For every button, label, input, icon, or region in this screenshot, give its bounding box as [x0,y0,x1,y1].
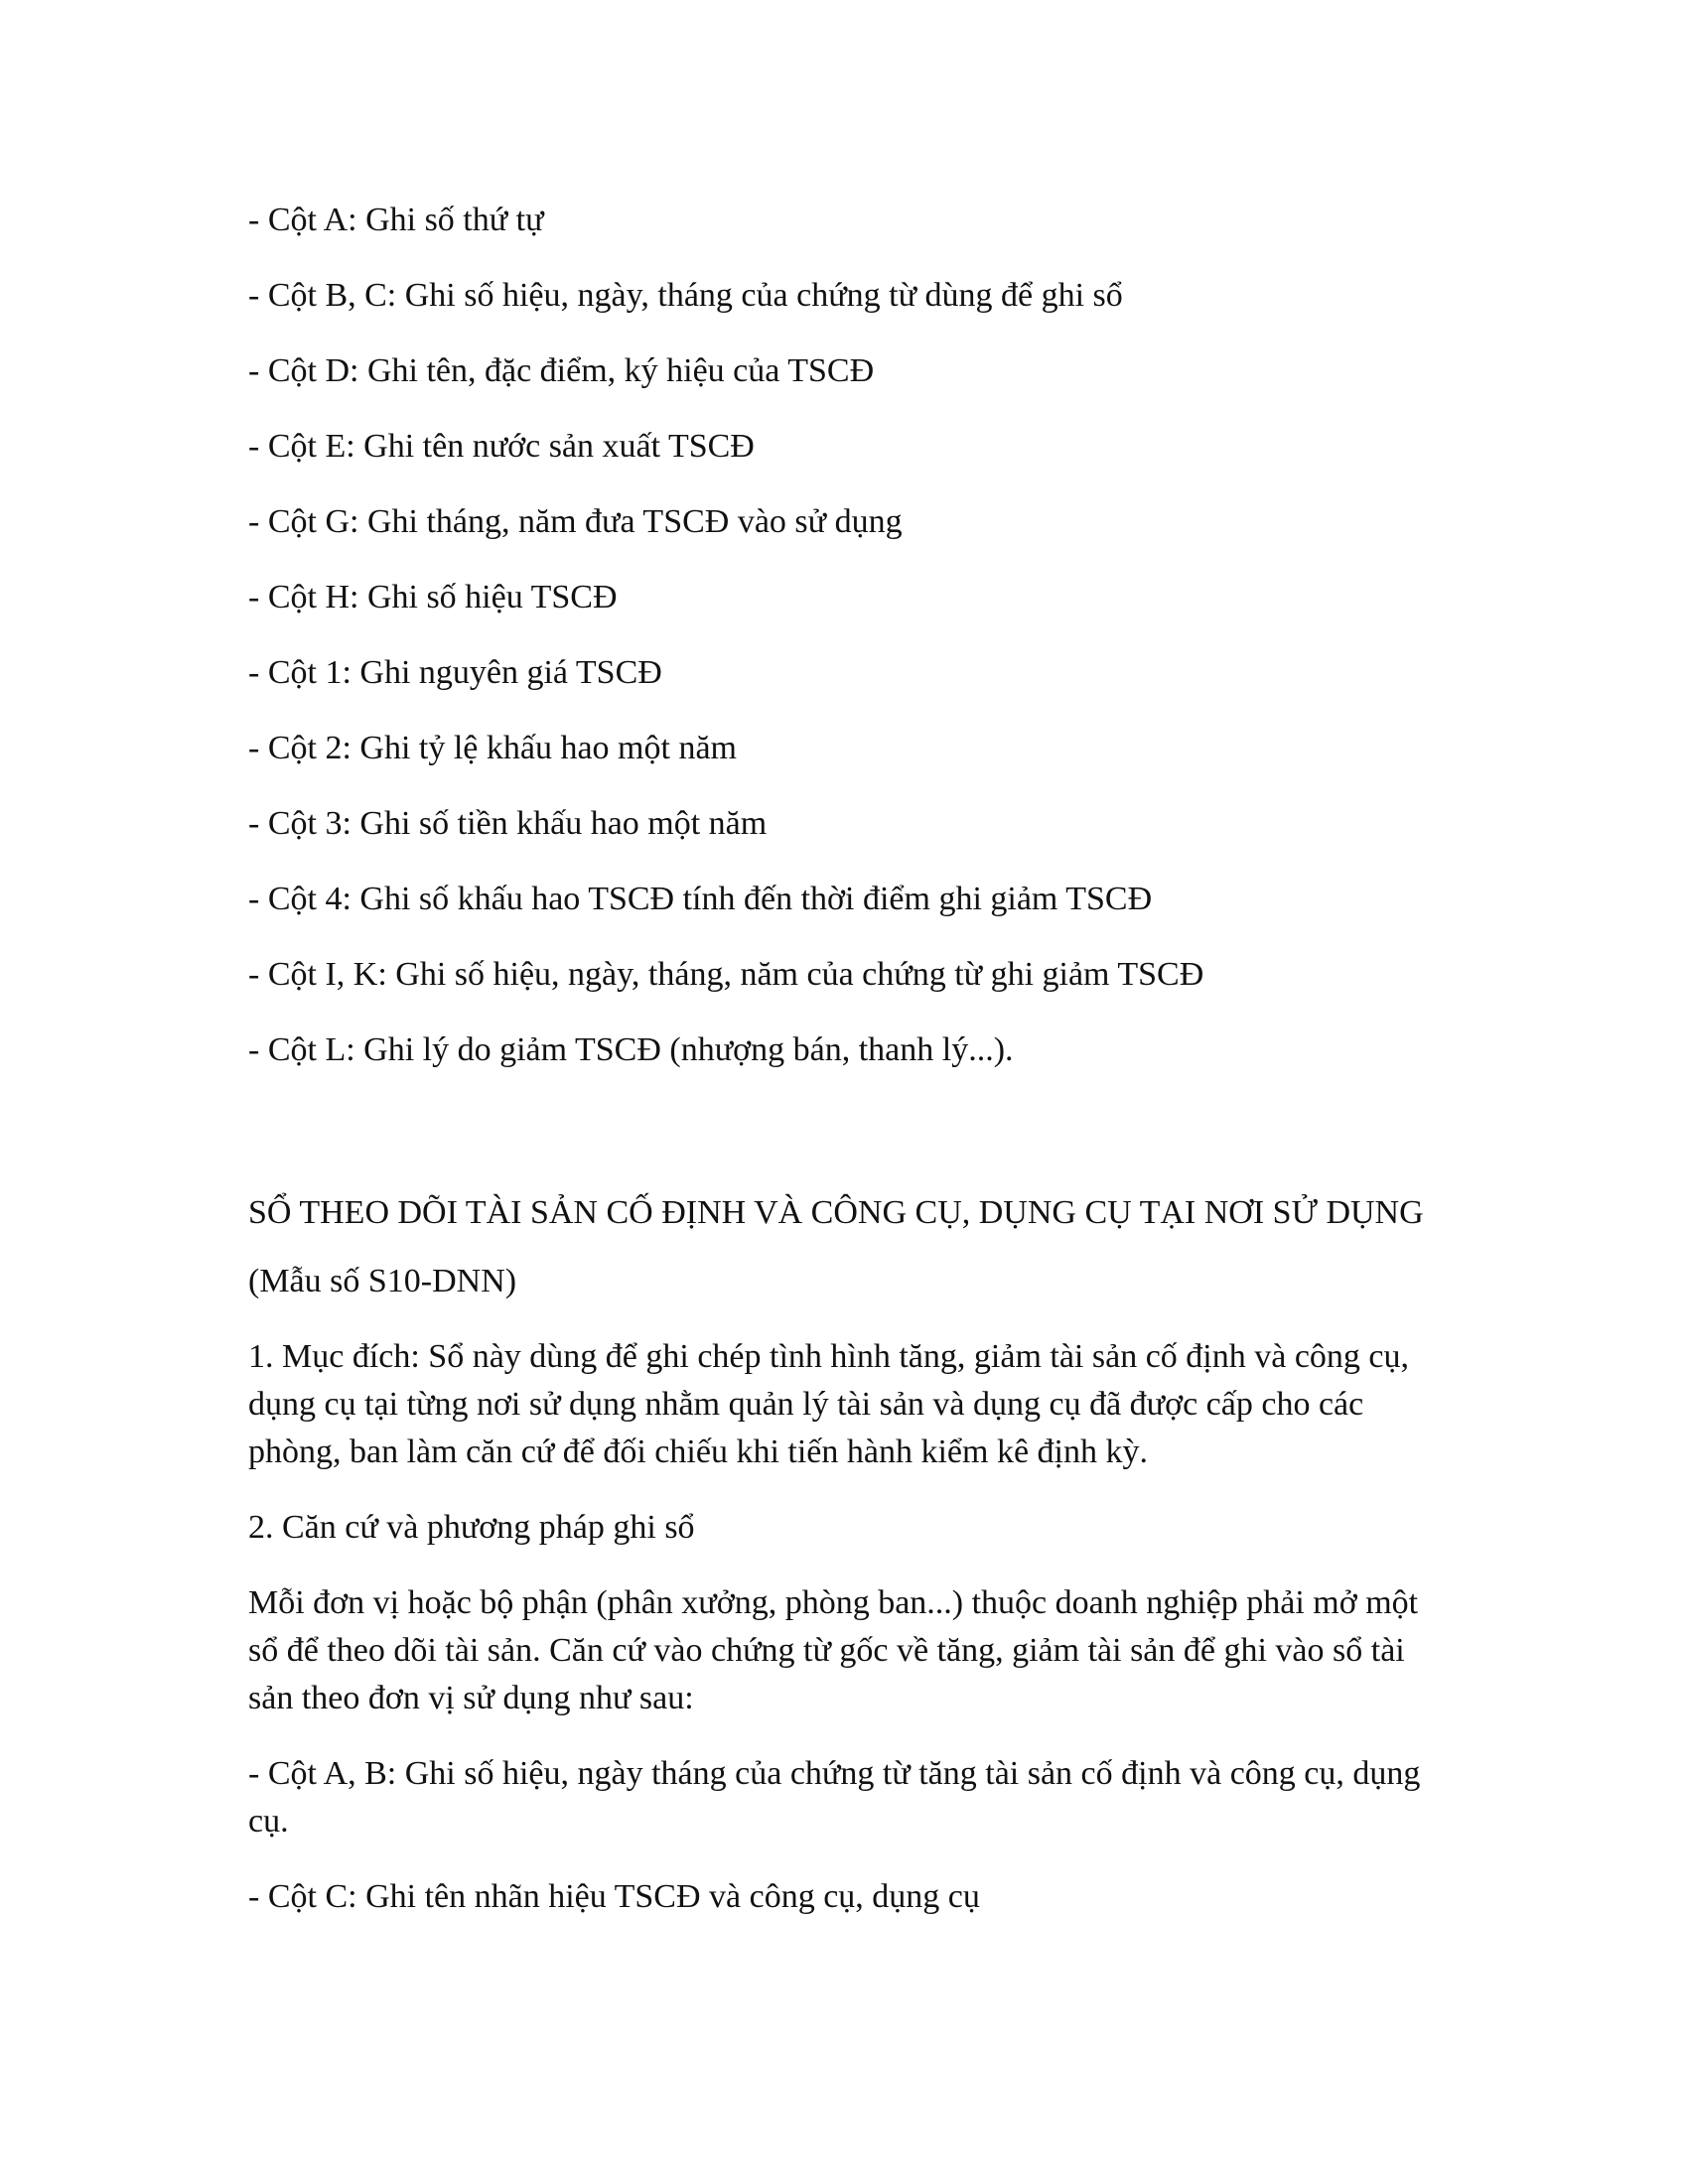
column-notes-list [248,197,1440,1074]
column-note-2: - Cột 2: Ghi tỷ lệ khấu hao một năm [248,730,737,766]
column-note-i-k: - Cột I, K: Ghi số hiệu, ngày, tháng, năm của chứng từ ghi giảm TSCĐ [248,956,1204,993]
section-title: SỔ THEO DÕI TÀI SẢN CỐ ĐỊNH VÀ CÔNG CỤ, DỤNG CỤ TẠI NƠI SỬ DỤNG [248,1194,1424,1231]
column-note-l: - Cột L: Ghi lý do giảm TSCĐ (nhượng bán, thanh lý...). [248,1031,1014,1068]
column-note-a: - Cột A: Ghi số thứ tự [248,202,544,238]
column-note-g: - Cột G: Ghi tháng, năm đưa TSCĐ vào sử dụng [248,503,903,540]
purpose-paragraph: 1. Mục đích: Sổ này dùng để ghi chép tình hình tăng, giảm tài sản cố định và công cụ, dụng cụ tại từng nơi sử dụng nhằm quản lý tài sản và dụng cụ đã được cấp cho các phòng, ban làm căn cứ để đối chiếu khi tiến hành kiểm kê định kỳ. [248,1338,1409,1470]
method-intro-paragraph: Mỗi đơn vị hoặc bộ phận (phân xưởng, phòng ban...) thuộc doanh nghiệp phải mở một sổ để theo dõi tài sản. Căn cứ vào chứng từ gốc về tăng, giảm tài sản để ghi vào sổ tài sản theo đơn vị sử dụng như sau: [248,1584,1419,1716]
column-note-3: - Cột 3: Ghi số tiền khấu hao một năm [248,805,768,842]
column-note-1: - Cột 1: Ghi nguyên giá TSCĐ [248,654,662,691]
column-note-c-2: - Cột C: Ghi tên nhãn hiệu TSCĐ và công cụ, dụng cụ [248,1878,980,1915]
form-code: (Mẫu số S10-DNN) [248,1263,517,1299]
column-note-e: - Cột E: Ghi tên nước sản xuất TSCĐ [248,428,755,465]
column-note-h: - Cột H: Ghi số hiệu TSCĐ [248,579,618,615]
document-content [248,197,1440,1949]
column-note-4: - Cột 4: Ghi số khấu hao TSCĐ tính đến thời điểm ghi giảm TSCĐ [248,881,1153,917]
column-note-b-c: - Cột B, C: Ghi số hiệu, ngày, tháng của chứng từ dùng để ghi sổ [248,277,1123,314]
method-heading: 2. Căn cứ và phương pháp ghi sổ [248,1509,695,1546]
column-note-a-b-2: - Cột A, B: Ghi số hiệu, ngày tháng của chứng từ tăng tài sản cố định và công cụ, dụng cụ. [248,1755,1421,1840]
column-note-d: - Cột D: Ghi tên, đặc điểm, ký hiệu của TSCĐ [248,352,875,389]
